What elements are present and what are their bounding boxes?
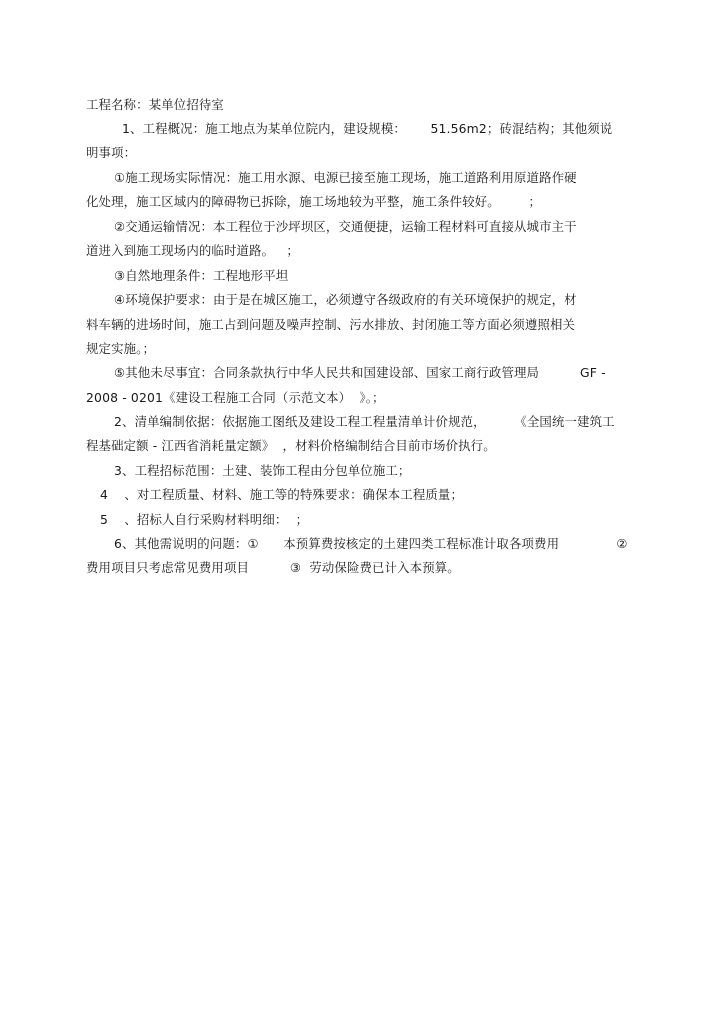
paragraph-line-15: 3、工程招标范围：土建、装饰工程由分包单位施工；: [114, 463, 411, 478]
paragraph-line-2: 明事项：: [86, 145, 137, 160]
paragraph-line-5: ②交通运输情况：本工程位于沙坪坝区，交通便捷，运输工程材料可直接从城市主干: [114, 219, 577, 234]
paragraph-line-14: 程基础定额 - 江西省消耗量定额》 ，材料价格编制结合目前市场价执行。: [86, 438, 496, 453]
paragraph-line-7: ③自然地理条件：工程地形平坦: [114, 268, 289, 283]
paragraph-line-16: 4 、对工程质量、材料、施工等的特殊要求：确保本工程质量；: [100, 487, 463, 502]
paragraph-line-11: ⑤其他未尽事宜：合同条款执行中华人民共和国建设部、国家工商行政管理局 GF -: [114, 365, 606, 380]
paragraph-line-3: ①施工现场实际情况：施工用水源、电源已接至施工现场，施工道路利用原道路作硬: [114, 170, 577, 185]
paragraph-line-17: 5 、招标人自行采购材料明细： ；: [100, 512, 309, 527]
paragraph-line-12: 2008 - 0201《建设工程施工合同（示范文本） 》。；: [86, 390, 385, 405]
paragraph-line-9: 料车辆的进场时间，施工占到问题及噪声控制、污水排放、封闭施工等方面必须遵照相关: [86, 317, 576, 332]
paragraph-line-13: 2、清单编制依据：依据施工图纸及建设工程工程量清单计价规范， 《全国统一建筑工: [114, 414, 615, 429]
paragraph-line-4: 化处理，施工区域内的障碍物已拆除，施工场地较为平整，施工条件较好。 ；: [86, 194, 542, 209]
paragraph-line-6: 道进入到施工现场内的临时道路。 ；: [86, 243, 299, 258]
paragraph-line-8: ④环境保护要求：由于是在城区施工，必须遵守各级政府的有关环境保护的规定，材: [114, 292, 577, 307]
paragraph-line-18: 6、其他需说明的问题：① 本预算费按核定的土建四类工程标准计取各项费用 ②: [114, 536, 628, 551]
paragraph-line-1: 1、工程概况：施工地点为某单位院内，建设规模： 51.56m2；砖混结构；其他须说: [122, 121, 613, 136]
paragraph-line-10: 规定实施。；: [86, 341, 156, 356]
paragraph-line-19: 费用项目只考虑常见费用项目 ③ 劳动保险费已计入本预算。: [86, 560, 460, 575]
project-title: 工程名称：某单位招待室: [86, 97, 224, 112]
